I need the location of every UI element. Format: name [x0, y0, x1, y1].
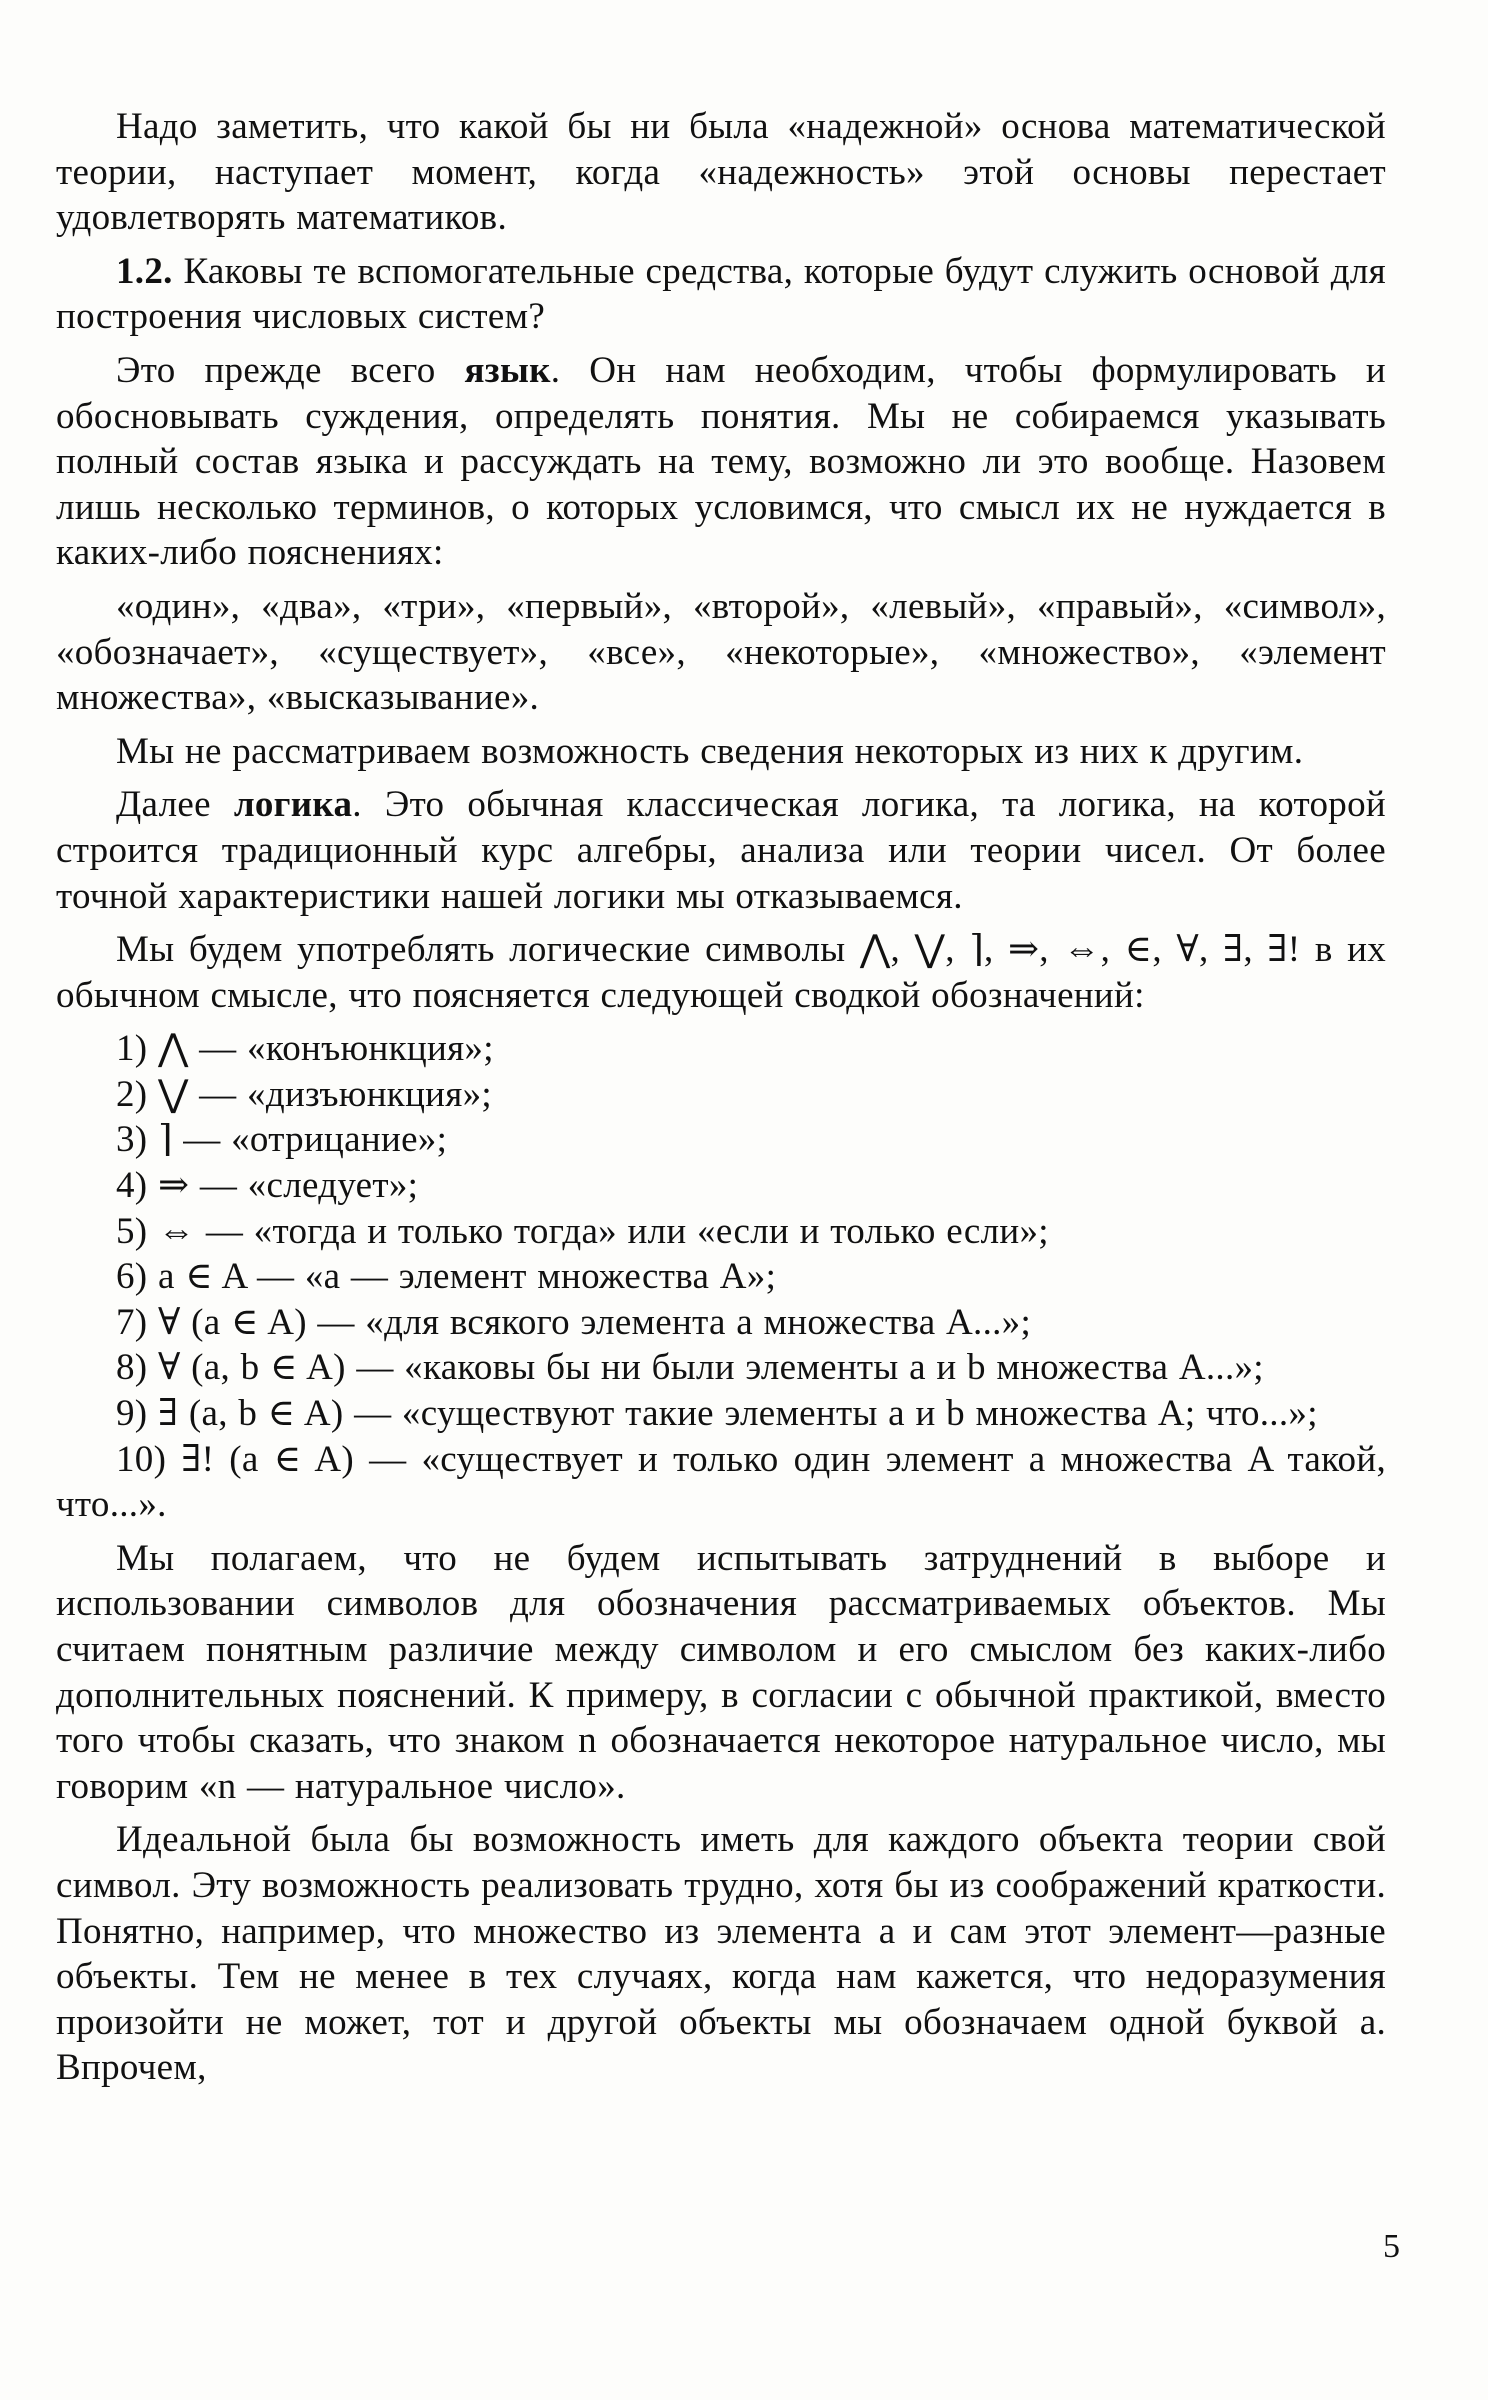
symbol-definitions: [56, 1026, 1386, 1528]
basic-terms-list: «один», «два», «три», «первый», «второй», «левый», «правый», «символ», «обозначает», «существует», «все», «некоторые», «множество», «элемент множества», «высказывание».: [56, 585, 1386, 719]
definition-item: 7) ∀ (a ∈ A) — «для всякого элемента a множества A...»;: [116, 1301, 1032, 1343]
definition-item: 5) ⇔ — «тогда и только тогда» или «если и только если»;: [116, 1210, 1049, 1252]
paragraph-symbol-choice: Мы полагаем, что не будем испытывать затруднений в выборе и использовании символов для обозначения рассматриваемых объектов. Мы считаем понятным различие между символом и его смыслом без каких-либо дополнительных пояснений. К примеру, в согласии с обычной практикой, вместо того чтобы сказать, что знаком n обозначается некоторое натуральное число, мы говорим «n — натуральное число».: [56, 1537, 1386, 1807]
paragraph-1: Надо заметить, что какой бы ни была «надежной» основа математической теории, наступает момент, когда «надежность» этой основы перестает удовлетворять математиков.: [56, 106, 1386, 239]
definition-item: 1) ⋀ — «конъюнкция»;: [116, 1028, 494, 1070]
section-question: Каковы те вспомогательные средства, которые будут служить основой для построения числовых систем?: [56, 250, 1386, 338]
page-number: 5: [1383, 2228, 1400, 2265]
definition-item: 9) ∃ (a, b ∈ A) — «существуют такие элементы a и b множества A; что...»;: [116, 1393, 1318, 1435]
logic-text: . Это обычная классическая логика, та логика, на которой строится традиционный курс алгебры, анализа или теории чисел. От более точной характеристики нашей логики мы отказываемся.: [56, 784, 1386, 917]
term-logic: логика: [233, 784, 353, 826]
definition-item: 8) ∀ (a, b ∈ A) — «каковы бы ни были элементы a и b множества A...»;: [116, 1347, 1264, 1389]
paragraph-symbols: Мы будем употреблять логические символы ⋀, ⋁, ⌉, ⇒, ⇔, ∈, ∀, ∃, ∃! в их обычном смысле, что поясняется следующей сводкой обозначений:: [56, 929, 1386, 1016]
definition-item: 2) ⋁ — «дизъюнкция»;: [116, 1073, 492, 1115]
paragraph-1-2: [56, 249, 1386, 340]
paragraph-reduction: Мы не рассматриваем возможность сведения некоторых из них к другим.: [116, 730, 1304, 772]
paragraph-ideal-symbol: Идеальной была бы возможность иметь для каждого объекта теории свой символ. Эту возможность реализовать трудно, хотя бы из соображений краткости. Понятно, например, что множество из элемента a и сам этот элемент—разные объекты. Тем не менее в тех случаях, когда нам кажется, что недоразумения произойти не может, тот и другой объекты мы обозначаем одной буквой a. Впрочем,: [56, 1819, 1386, 2089]
definition-item: 4) ⇒ — «следует»;: [116, 1165, 419, 1207]
paragraph-language: [56, 348, 1386, 576]
definition-item: 10) ∃! (a ∈ A) — «существует и только один элемент a множества A такой, что...».: [56, 1438, 1386, 1526]
page-body: [56, 104, 1386, 2099]
paragraph-logic: [56, 782, 1386, 919]
logic-lead: Далее: [116, 784, 234, 826]
language-lead: Это прежде всего: [116, 349, 465, 391]
definition-item: 6) a ∈ A — «a — элемент множества A»;: [116, 1256, 777, 1298]
language-text: . Он нам необходим, чтобы формулировать и обосновывать суждения, определять понятия. Мы не собираемся указывать полный состав языка и рассуждать на тему, возможно ли это вообще. Назовем лишь несколько терминов, о которых условимся, что смысл их не нуждается в каких-либо пояснениях:: [56, 349, 1386, 574]
section-number: 1.2.: [116, 250, 173, 292]
term-language: язык: [464, 349, 551, 391]
definition-item: 3) ⌉ — «отрицание»;: [116, 1119, 448, 1161]
